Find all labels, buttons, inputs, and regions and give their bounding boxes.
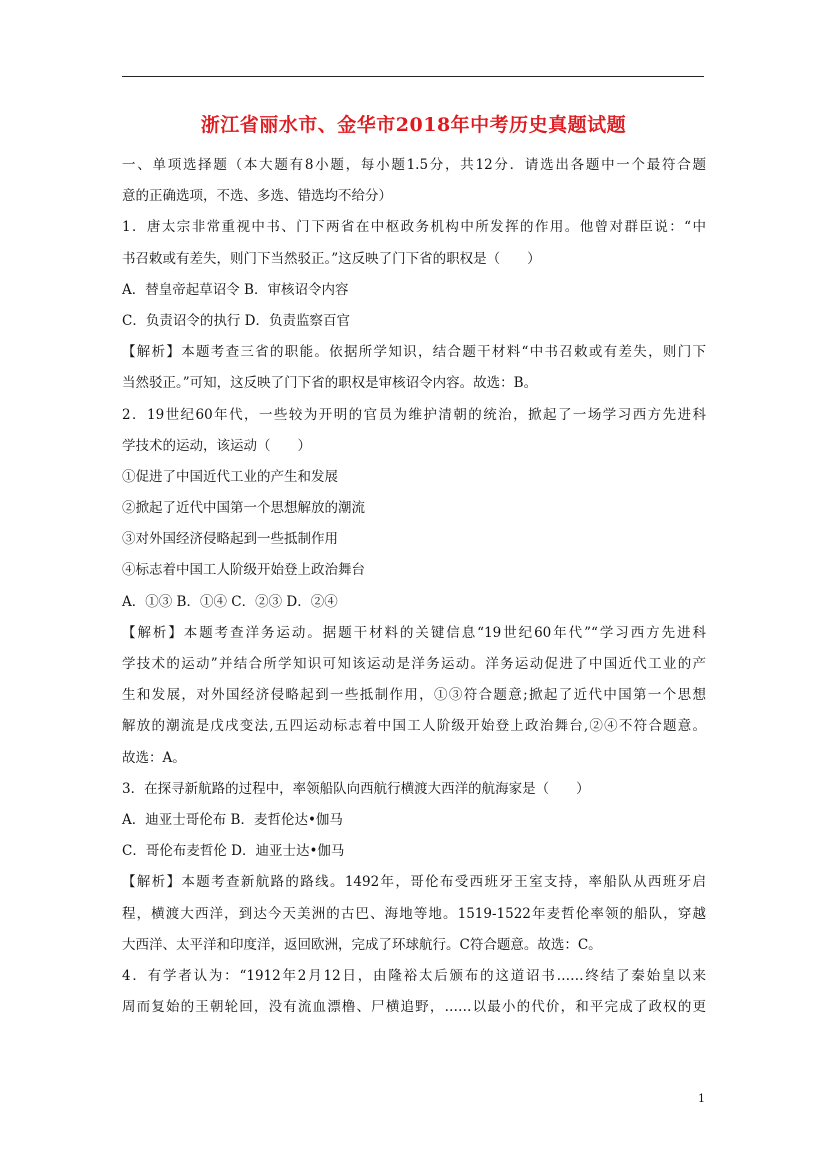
text-line: A．迪亚士哥伦布 B．麦哲伦达•伽马: [122, 811, 343, 828]
document-body: [122, 150, 706, 1023]
text-line: 【解析】本题考查洋务运动。据题干材料的关键信息“19世纪60年代”“学习西方先进科: [122, 624, 706, 641]
text-line: 学技术的运动”并结合所学知识可知该运动是洋务运动。洋务运动促进了中国近代工业的产: [122, 656, 706, 672]
text-line: ②掀起了近代中国第一个思想解放的潮流: [122, 500, 365, 517]
text-line: A．①③ B．①④ C．②③ D．②④: [122, 593, 338, 610]
text-line: 4．有学者认为：“1912年2月12日，由隆裕太后颁布的这道诏书……终结了秦始皇以来: [122, 967, 706, 984]
text-line: 【解析】本题考查三省的职能。依据所学知识，结合题干材料“中书召敕或有差失，则门下: [122, 344, 706, 361]
text-line: 生和发展，对外国经济侵略起到一些抵制作用，①③符合题意;掀起了近代中国第一个思想: [122, 687, 706, 704]
text-line: 解放的潮流是戊戌变法,五四运动标志着中国工人阶级开始登上政治舞台,②④不符合题意。: [122, 718, 706, 735]
text-line: 当然驳正。”可知，这反映了门下省的职权是审核诏令内容。故选：B。: [122, 375, 538, 392]
text-line: C．哥伦布麦哲伦 D．迪亚士达•伽马: [122, 843, 345, 860]
text-line: 书召敕或有差失，则门下当然驳正。”这反映了门下省的职权是（ ）: [122, 250, 541, 267]
page-number: 1: [698, 1092, 705, 1105]
text-line: 2．19世纪60年代，一些较为开明的官员为维护清朝的统治，掀起了一场学习西方先进科: [122, 406, 706, 423]
text-line: 大西洋、太平洋和印度洋，返回欧洲，完成了环球航行。C符合题意。故选：C。: [122, 936, 602, 953]
text-line: 周而复始的王朝轮回，没有流血漂橹、尸横追野，……以最小的代价，和平完成了政权的更: [122, 999, 706, 1016]
text-line: ④标志着中国工人阶级开始登上政治舞台: [122, 562, 365, 579]
text-line: 【解析】本题考查新航路的路线。1492年，哥伦布受西班牙王室支持，率船队从西班牙启: [122, 874, 706, 891]
page-title: 浙江省丽水市、金华市2018年中考历史真题试题: [200, 114, 627, 136]
text-line: 程，横渡大西洋，到达今天美洲的古巴、海地等地。1519-1522年麦哲伦率领的船队，穿越: [122, 905, 706, 922]
text-line: A．替皇帝起草诏令 B．审核诏令内容: [122, 281, 349, 298]
text-line: ③对外国经济侵略起到一些抵制作用: [122, 531, 338, 548]
text-line: 1．唐太宗非常重视中书、门下两省在中枢政务机构中所发挥的作用。他曾对群臣说：“中: [122, 219, 706, 236]
text-line: 意的正确选项，不选、多选、错选均不给分）: [122, 188, 392, 205]
header-rule: [122, 76, 704, 77]
text-line: 学技术的运动，该运动（ ）: [122, 437, 311, 454]
text-line: 故选：A。: [122, 749, 186, 766]
text-line: 一、单项选择题（本大题有8小题，每小题1.5分，共12分．请选出各题中一个最符合题: [122, 157, 706, 173]
text-line: 3．在探寻新航路的过程中，率领船队向西航行横渡大西洋的航海家是（ ）: [122, 780, 590, 797]
text-line: C．负责诏令的执行 D．负责监察百官: [122, 312, 350, 329]
text-line: ①促进了中国近代工业的产生和发展: [122, 468, 338, 485]
